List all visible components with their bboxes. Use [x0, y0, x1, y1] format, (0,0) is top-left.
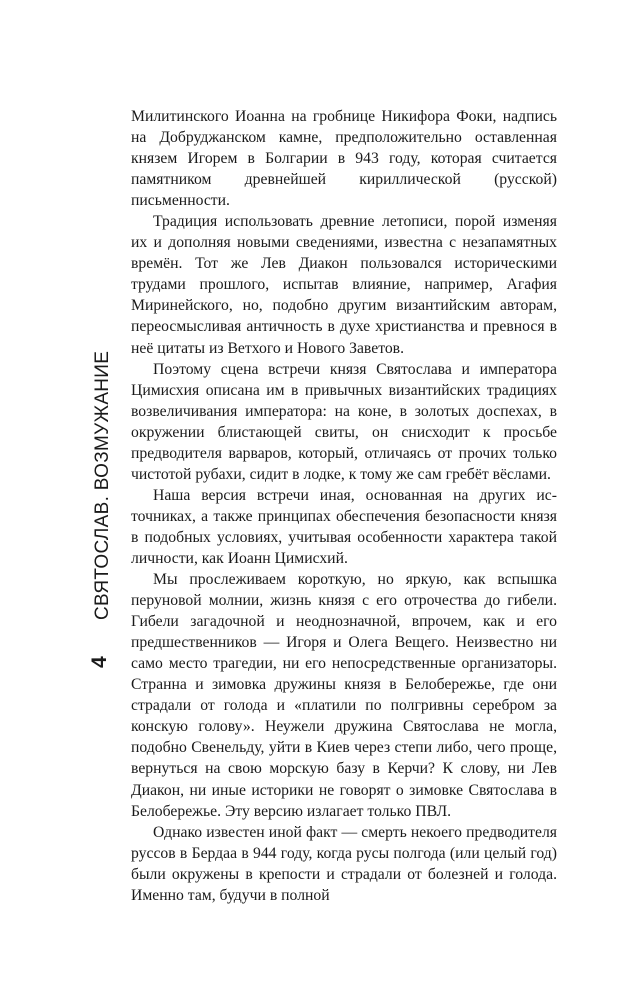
page-number: 4 — [88, 656, 111, 668]
paragraph-3: Поэтому сцена встречи князя Святослава и императора Цимисхия описана им в привычных византийских традициях возвеличивания императора: на коне, в золотых доспехах, в окружении блистающей свиты, он снисходит к просьбе предводителя варваров, который, отличаясь от прочих только чистотой рубахи, сидит в лодке, к тому же сам гребёт вёслами. — [131, 360, 557, 483]
paragraph-2: Традиция использовать древние летописи, порой изменяя их и дополняя новыми сведениями, известна с незапамятных времён. Тот же Лев Диакон пользовался историческими трудами прошлого, испытав влияние, например, Агафия Миринейского, но, подобно другим византийским авторам, переосмысливая античность в духе христианства и превнося в неё цитаты из Ветхого и Нового Заветов. — [131, 213, 557, 357]
running-head: СВЯТОСЛАВ. ВОЗМУЖАНИЕ — [92, 350, 113, 620]
paragraph-5: Мы прослеживаем короткую, но яркую, как вспышка перуновой молнии, жизнь князя с его отрочества до гибели. Гибели загадочной и неоднозначной, впрочем, как и его предшественников — Игоря и Олега Вещего. Неизвестно ни само место трагедии, ни его непосредственные организаторы. Странна и зимовка дружины князя в Белобережье, где они страдали от голода и «платили по полгривны серебром за конскую голову». Неужели дружина Святослава не могла, подобно Свенельду, уйти в Киев через степи либо, чего проще, вернуться на свою морскую базу в Керчи? К слову, ни Лев Диакон, ни иные историки не говорят о зимовке Святослава в Белобережье. Эту версию излагает только ПВЛ. — [131, 571, 557, 820]
paragraph-1: Милитинского Иоанна на гробнице Никифора Фоки, надпись на Добруджанском камне, предположительно оставленная князем Игорем в Болгарии в 943 году, которая считается памятником древнейшей кириллической (русской) письменности. — [131, 108, 557, 210]
body-text — [131, 106, 557, 906]
paragraph-6: Однако известен иной факт — смерть некоего предводителя руссов в Бердаа в 944 году, когда русы полгода (или целый год) были окружены в крепости и страдали от болезней и голода. Именно там, будучи в полной — [131, 823, 557, 904]
paragraph-4: Наша версия встречи иная, основанная на других источниках, а также принципах обеспечения безопасности князя в подобных условиях, учитывая особенности характера такой личности, как Иоанн Цимисхий. — [131, 486, 557, 567]
